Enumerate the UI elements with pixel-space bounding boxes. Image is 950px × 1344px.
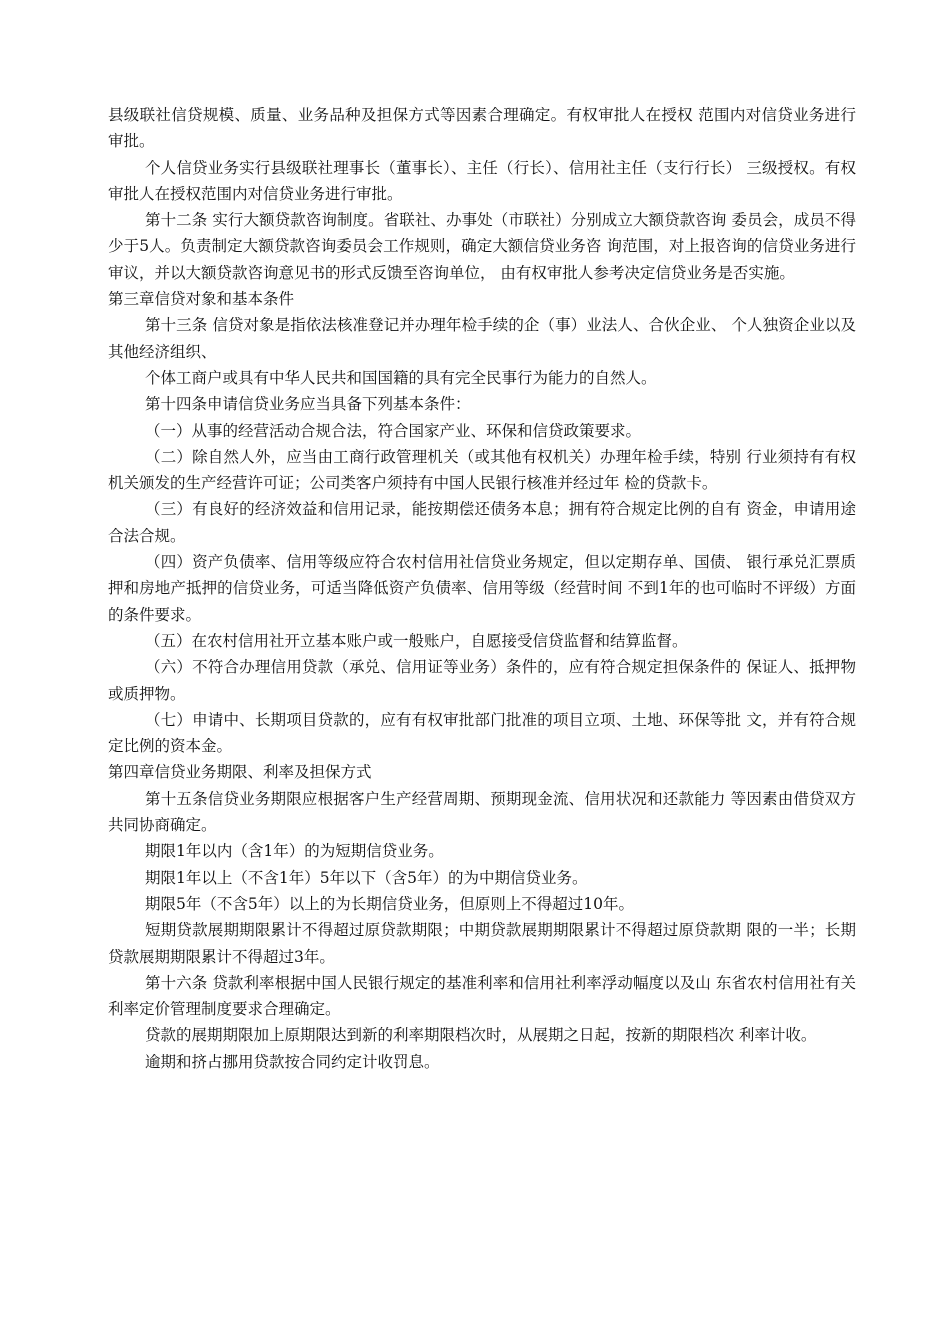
paragraph: 第十六条 贷款利率根据中国人民银行规定的基准利率和信用社利率浮动幅度以及山 东省农村信用社有关利率定价管理制度要求合理确定。 [108, 973, 856, 1019]
paragraph: 期限5年（不含5年）以上的为长期信贷业务，但原则上不得超过10年。 [145, 894, 634, 913]
chapter-heading: 第三章信贷对象和基本条件 [108, 290, 295, 309]
list-item: （六）不符合办理信用贷款（承兑、信用证等业务）条件的，应有符合规定担保条件的 保证人、抵押物或质押物。 [108, 658, 856, 703]
paragraph: 个人信贷业务实行县级联社理事长（董事长）、主任（行长）、信用社主任（支行行长） 三级授权。有权审批人在授权范围内对信贷业务进行审批。 [108, 158, 856, 203]
paragraph: 贷款的展期期限加上原期限达到新的利率期限档次时，从展期之日起，按新的期限档次 利率计收。 [145, 1026, 817, 1045]
list-item: （七）申请中、长期项目贷款的，应有有权审批部门批准的项目立项、土地、环保等批 文，并有符合规定比例的资本金。 [108, 710, 856, 756]
paragraph: 县级联社信贷规模、质量、业务品种及担保方式等因素合理确定。有权审批人在授权 范围内对信贷业务进行审批。 [108, 106, 856, 151]
paragraph: 期限1年以内（含1年）的为短期信贷业务。 [145, 842, 444, 861]
paragraph: 个体工商户或具有中华人民共和国国籍的具有完全民事行为能力的自然人。 [145, 368, 657, 387]
paragraph: 短期贷款展期期限累计不得超过原贷款期限；中期贷款展期期限累计不得超过原贷款期 限的一半；长期贷款展期期限累计不得超过3年。 [108, 921, 856, 966]
paragraph: 第十四条申请信贷业务应当具备下列基本条件： [145, 395, 471, 414]
paragraph: 第十五条信贷业务期限应根据客户生产经营周期、预期现金流、信用状况和还款能力 等因素由借贷双方共同协商确定。 [108, 789, 856, 835]
paragraph: 第十三条 信贷对象是指依法核准登记并办理年检手续的企（事）业法人、合伙企业、 个人独资企业以及其他经济组织、 [108, 316, 856, 361]
paragraph: 逾期和挤占挪用贷款按合同约定计收罚息。 [145, 1052, 440, 1071]
list-item: （四）资产负债率、信用等级应符合农村信用社信贷业务规定，但以定期存单、国债、 银行承兑汇票质押和房地产抵押的信贷业务，可适当降低资产负债率、信用等级（经营时间 不到1年的也可临时不评级）方面的条件要求。 [108, 553, 856, 624]
paragraph: 期限1年以上（不含1年）5年以下（含5年）的为中期信贷业务。 [145, 868, 588, 887]
document-body [108, 102, 856, 1075]
list-item: （二）除自然人外，应当由工商行政管理机关（或其他有权机关）办理年检手续，特别 行业须持有有权机关颁发的生产经营许可证；公司类客户须持有中国人民银行核准并经过年 检的贷款卡。 [108, 447, 856, 493]
list-item: （一）从事的经营活动合规合法，符合国家产业、环保和信贷政策要求。 [145, 421, 642, 440]
list-item: （五）在农村信用社开立基本账户或一般账户，自愿接受信贷监督和结算监督。 [145, 631, 688, 650]
list-item: （三）有良好的经济效益和信用记录，能按期偿还债务本息；拥有符合规定比例的自有 资金，申请用途合法合规。 [108, 500, 856, 545]
paragraph: 第十二条 实行大额贷款咨询制度。省联社、办事处（市联社）分别成立大额贷款咨询 委员会，成员不得少于5人。负责制定大额贷款咨询委员会工作规则，确定大额信贷业务咨 询范围，对上报咨询的信贷业务进行审议，并以大额贷款咨询意见书的形式反馈至咨询单位， 由有权审批人参考决定信贷业务是否实施。 [108, 211, 856, 282]
chapter-heading: 第四章信贷业务期限、利率及担保方式 [108, 763, 372, 782]
